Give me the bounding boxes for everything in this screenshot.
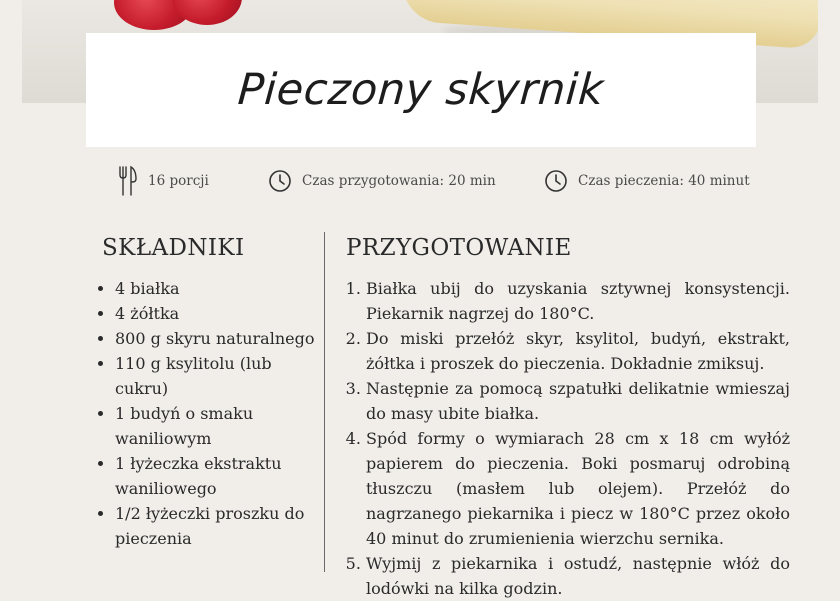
title-card (86, 33, 756, 147)
column-divider (324, 232, 325, 572)
recipe-title: Pieczony skyrnik (236, 65, 606, 115)
ingredient-item: • 1 budyń o smaku waniliowym (115, 401, 325, 451)
step-item: 2. Do miski przełóż skyr, ksylitol, budyń, ekstrakt, żółtka i proszek do pieczenia. Dokładnie zmiksuj. (366, 326, 790, 376)
ingredients-list (95, 276, 325, 551)
clock-icon (544, 169, 568, 193)
preparation-heading: PRZYGOTOWANIE (346, 235, 572, 261)
step-item: 5. Wyjmij z piekarnika i ostudź, następnie włóż do lodówki na kilka godzin. (366, 551, 790, 601)
step-item: 1. Białka ubij do uzyskania sztywnej konsystencji. Piekarnik nagrzej do 180°C. (366, 276, 790, 326)
fork-knife-icon (118, 165, 138, 197)
ingredients-heading: SKŁADNIKI (102, 235, 245, 261)
portions-text: 16 porcji (148, 173, 209, 189)
ingredient-item: • 4 żółtka (115, 301, 325, 326)
step-item: 3. Następnie za pomocą szpatułki delikatnie wmieszaj do masy ubite białka. (366, 376, 790, 426)
prep-time-info (268, 164, 496, 198)
preparation-steps (346, 276, 790, 601)
ingredient-item: • 4 białka (115, 276, 325, 301)
ingredient-item: • 110 g ksylitolu (lub cukru) (115, 351, 325, 401)
ingredient-item: • 800 g skyru naturalnego (115, 326, 325, 351)
ingredient-item: • 1 łyżeczka ekstraktu waniliowego (115, 451, 325, 501)
prep-time-text: Czas przygotowania: 20 min (302, 173, 496, 189)
bake-time-info (544, 164, 750, 198)
ingredient-item: • 1/2 łyżeczki proszku do pieczenia (115, 501, 325, 551)
bake-time-text: Czas pieczenia: 40 minut (578, 173, 750, 189)
clock-icon (268, 169, 292, 193)
step-item: 4. Spód formy o wymiarach 28 cm x 18 cm wyłóż papierem do pieczenia. Boki posmaruj odrobiną tłuszczu (masłem lub olejem). Przełóż do nagrzanego piekarnika i piecz w 180°C przez około 40 minut do zrumienienia wierzchu sernika. (366, 426, 790, 551)
portions-info (118, 164, 209, 198)
